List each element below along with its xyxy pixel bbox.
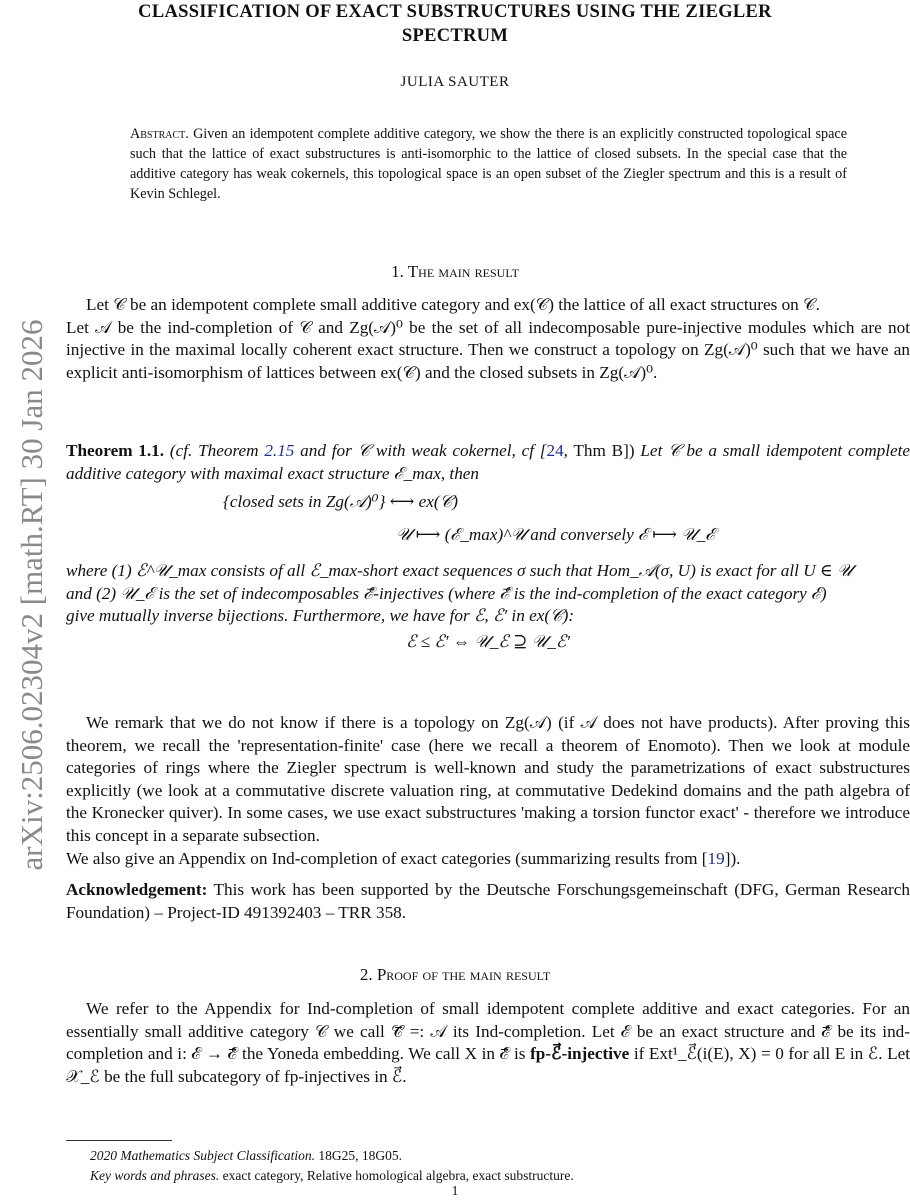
theorem-statement: Let 𝒞 be a small idempotent complete additive category with maximal exact structure ℰ_max, then	[66, 441, 910, 483]
paragraph-text: We also give an Appendix on Ind-completion of exact categories (summarizing results from [	[66, 848, 708, 868]
theorem-cf-mid: and for 𝒞 with weak cokernel, cf [	[294, 441, 547, 460]
where-clause-3: give mutually inverse bijections. Furthermore, we have for ℰ, ℰ′ in ex(𝒞):	[66, 606, 575, 626]
theorem-ref-link[interactable]: 2.15	[264, 441, 295, 460]
abstract-text: Given an idempotent complete additive category, we show the there is an explicitly constructed topological space such that the lattice of exact substructures is anti-isomorphic to the lattice of closed subsets. In the special case that the additive category has weak cokernels, this topological space is an open subset of the Ziegler spectrum and this is a result of Kevin Schlegel.	[130, 126, 848, 202]
paragraph: We remark that we do not know if there is a topology on Zg(𝒜) (if 𝒜 does not have products). After proving this theorem, we recall the 'representation-finite' case (here we recall a theorem of Enomoto). Then we look at module categories of rings where the Ziegler spectrum is well-known and study the parametrizations of exact substructures explicitly (we look at a commutative discrete valuation ring, at commutative Dedekind domains and the path algebra of the Kronecker quiver). In some cases, we use exact substructures 'making a torsion functor exact' - therefore we introduce this concept in a separate subsection.	[66, 713, 910, 845]
section-2-heading: 2. Proof of the main result	[359, 965, 551, 984]
paragraph	[66, 848, 910, 871]
paragraph-text: We refer to the Appendix for Ind-completion of small idempotent complete additive and exact categories. For an essentially small additive category 𝒞 we call 𝒞⃗ =: 𝒜 its Ind-completion. Let ℰ be an exact structure and ℰ⃗ be its ind-completion and i: ℰ → ℰ⃗ the Yoneda embedding. We call X in ℰ⃗ is	[66, 999, 910, 1064]
keywords-label: Key words and phrases.	[90, 1168, 220, 1183]
theorem-where-clauses	[66, 560, 910, 653]
paragraph-text: ]).	[724, 848, 741, 868]
footnote-msc	[90, 1145, 890, 1166]
equation-order: ℰ ≤ ℰ′ ⇔ 𝒰_ℰ ⊇ 𝒰_ℰ′	[405, 631, 571, 651]
acknowledgement-text: This work has been supported by the Deutsche Forschungsgemeinschaft (DFG, German Research Foundation) – Project-ID 491392403 – TRR 358.	[66, 880, 910, 922]
where-clause-1: where (1) ℰ^𝒰_max consists of all ℰ_max-short exact sequences σ such that Hom_𝒜(σ, U) is exact for all U ∈ 𝒰	[66, 561, 853, 580]
section-2-body	[66, 998, 910, 1088]
definition-term: fp-ℰ⃗-injective	[530, 1044, 630, 1064]
keywords-value: exact category, Relative homological algebra, exact substructure.	[219, 1168, 574, 1183]
citation-link[interactable]: 19	[707, 848, 725, 868]
paper-title-line-1: CLASSIFICATION OF EXACT SUBSTRUCTURES USING THE ZIEGLER	[138, 2, 772, 22]
theorem-cf-suffix: , Thm B])	[563, 441, 641, 460]
theorem-label: Theorem 1.1.	[66, 441, 165, 460]
arxiv-identifier[interactable]: arXiv:2506.02304v2 [math.RT] 30 Jan 2026	[14, 319, 49, 871]
section-1-remarks	[66, 712, 910, 924]
footnote-rule	[66, 1140, 172, 1141]
citation-link[interactable]: 24	[546, 441, 564, 460]
abstract	[130, 124, 847, 204]
page-number: 1	[451, 1183, 459, 1198]
author: JULIA SAUTER	[400, 74, 510, 90]
paragraph: Let 𝒞 be an idempotent complete small additive category and ex(𝒞) the lattice of all exact structures on 𝒞.	[86, 295, 820, 314]
acknowledgement	[66, 879, 910, 924]
theorem-cf-prefix: (cf. Theorem	[169, 441, 265, 460]
section-1-heading: 1. The main result	[391, 262, 519, 281]
acknowledgement-label: Acknowledgement:	[66, 880, 208, 900]
theorem-1-1	[66, 440, 910, 546]
equation-bijection: {closed sets in Zg(𝒜)⁰} ⟷ ex(𝒞)	[223, 492, 458, 512]
paragraph-text: if Ext¹_ℰ⃗(i(E), X) = 0 for all E in ℰ. Let 𝒳_ℰ be the full subcategory of fp-injectives in ℰ⃗.	[66, 1044, 910, 1086]
msc-label: 2020 Mathematics Subject Classification.	[90, 1148, 315, 1163]
msc-value: 18G25, 18G05.	[314, 1148, 402, 1163]
paragraph: Let 𝒜 be the ind-completion of 𝒞 and Zg(𝒜)⁰ be the set of all indecomposable pure-injective modules which are not injective in the maximal locally coherent exact structure. Then we construct a topology on Zg(𝒜)⁰ such that we have an explicit anti-isomorphism of lattices between ex(𝒞) and the closed subsets in Zg(𝒜)⁰.	[66, 317, 910, 382]
paper-title-line-2: SPECTRUM	[401, 26, 509, 46]
paper-title	[0, 0, 910, 48]
abstract-label: Abstract.	[130, 126, 189, 142]
where-clause-2: and (2) 𝒰_ℰ is the set of indecomposables ℰ⃗-injectives (where ℰ⃗ is the ind-completion of the exact category ℰ)	[66, 583, 827, 603]
section-1-body	[66, 294, 910, 384]
equation-maps: 𝒰 ⟼ (ℰ_max)^𝒰 and conversely ℰ ⟼ 𝒰_ℰ	[396, 524, 716, 544]
